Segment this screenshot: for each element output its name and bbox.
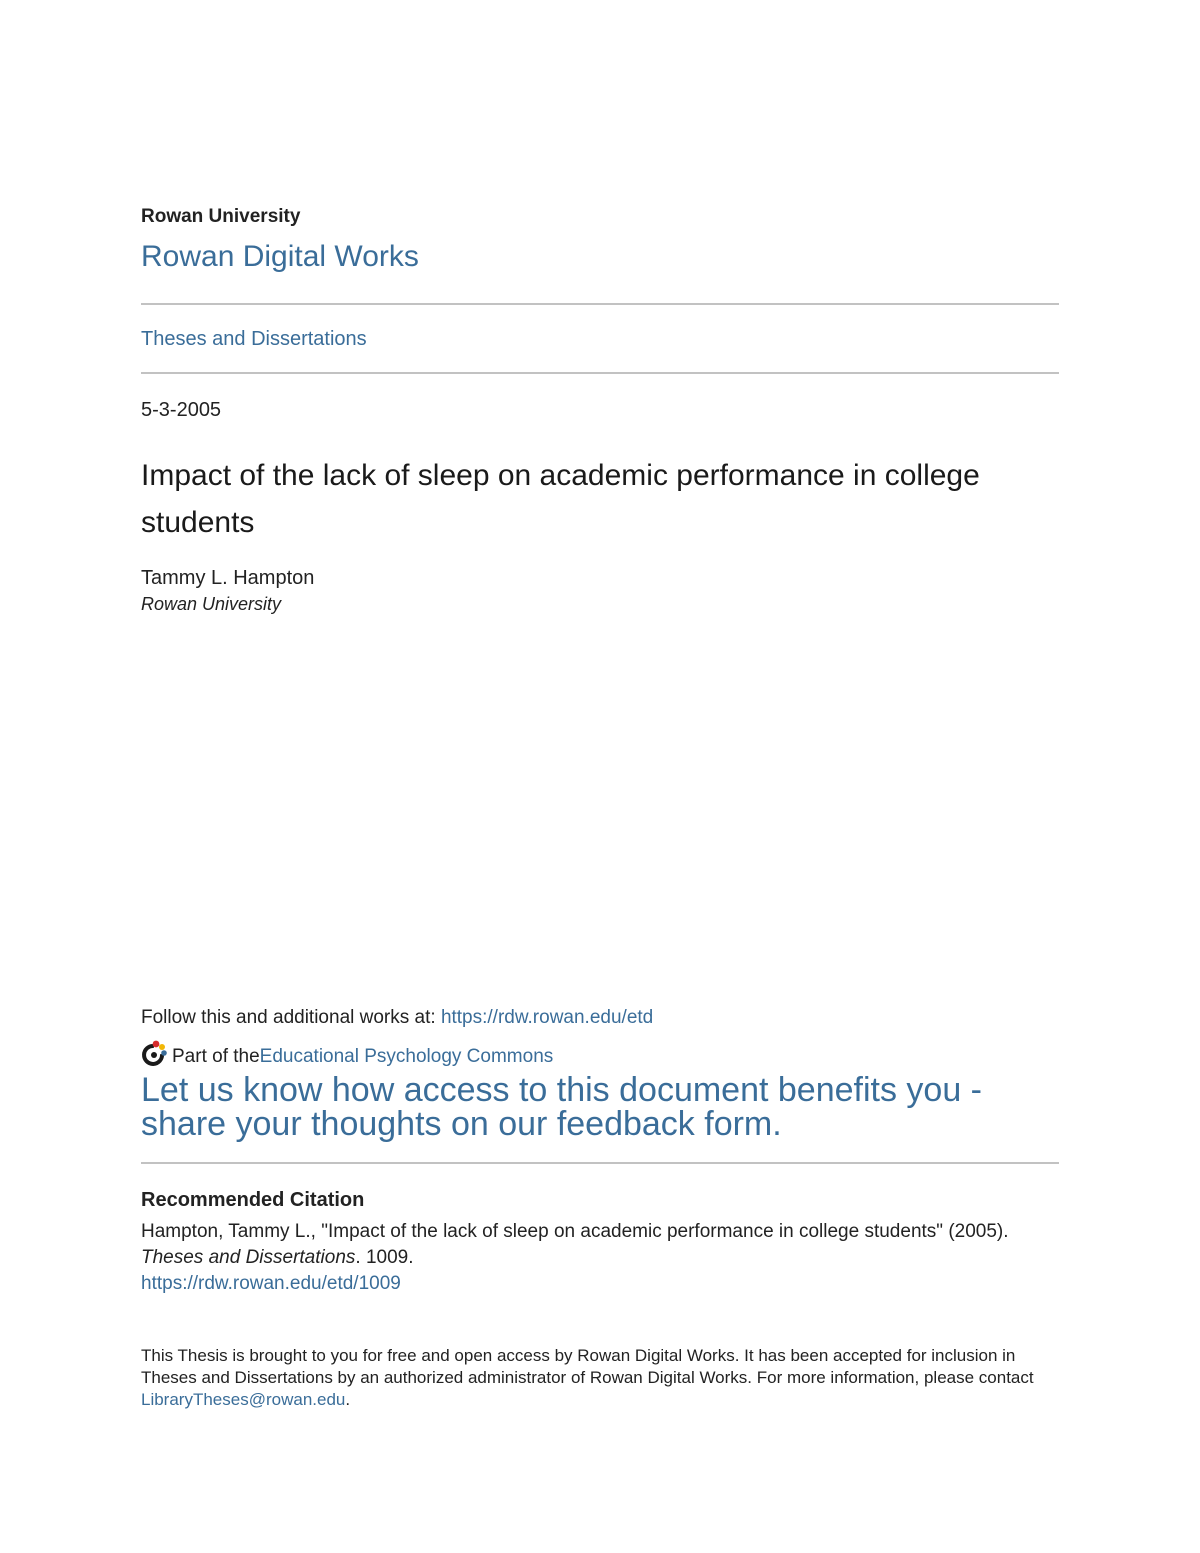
citation-url-link[interactable]: https://rdw.rowan.edu/etd/1009 — [141, 1273, 401, 1294]
divider-bottom — [141, 1162, 1059, 1164]
citation-block — [141, 1219, 1061, 1297]
access-notice-end: . — [345, 1390, 351, 1409]
follow-url-link[interactable]: https://rdw.rowan.edu/etd — [440, 1007, 654, 1028]
contact-email-link[interactable]: LibraryTheses@rowan.edu — [141, 1390, 346, 1409]
follow-prefix: Follow this and additional works at: — [141, 1007, 441, 1028]
divider-middle — [141, 372, 1059, 374]
author-name: Tammy L. Hampton — [141, 567, 315, 589]
commons-link[interactable]: Educational Psychology Commons — [259, 1046, 554, 1067]
repository-link[interactable]: Rowan Digital Works — [141, 240, 419, 273]
citation-series: Theses and Dissertations — [141, 1247, 356, 1268]
citation-heading: Recommended Citation — [141, 1189, 365, 1211]
citation-number: . 1009. — [355, 1247, 414, 1268]
publication-date: 5-3-2005 — [141, 399, 222, 421]
institution-name: Rowan University — [141, 206, 301, 227]
author-affiliation: Rowan University — [141, 594, 282, 614]
commons-network-icon — [141, 1040, 167, 1068]
collection-link[interactable]: Theses and Dissertations — [141, 328, 367, 350]
follow-line — [141, 1007, 653, 1029]
document-title: Impact of the lack of sleep on academic performance in college students — [141, 459, 980, 539]
access-notice-text: This Thesis is brought to you for free and open access by Rowan Digital Works. It has been accepted for inclusion in Theses and Dissertations by an authorized administrator of Rowan Digital Works. For more information, please contact — [141, 1346, 1034, 1387]
divider-top — [141, 303, 1059, 305]
access-notice — [141, 1345, 1041, 1411]
part-of-prefix: Part of the — [172, 1046, 260, 1067]
feedback-form-link[interactable]: Let us know how access to this document benefits you - share your thoughts on our feedback form. — [141, 1071, 983, 1143]
part-of-line — [141, 1040, 553, 1068]
citation-text: Hampton, Tammy L., "Impact of the lack of sleep on academic performance in college students" (2005). — [141, 1221, 1009, 1242]
